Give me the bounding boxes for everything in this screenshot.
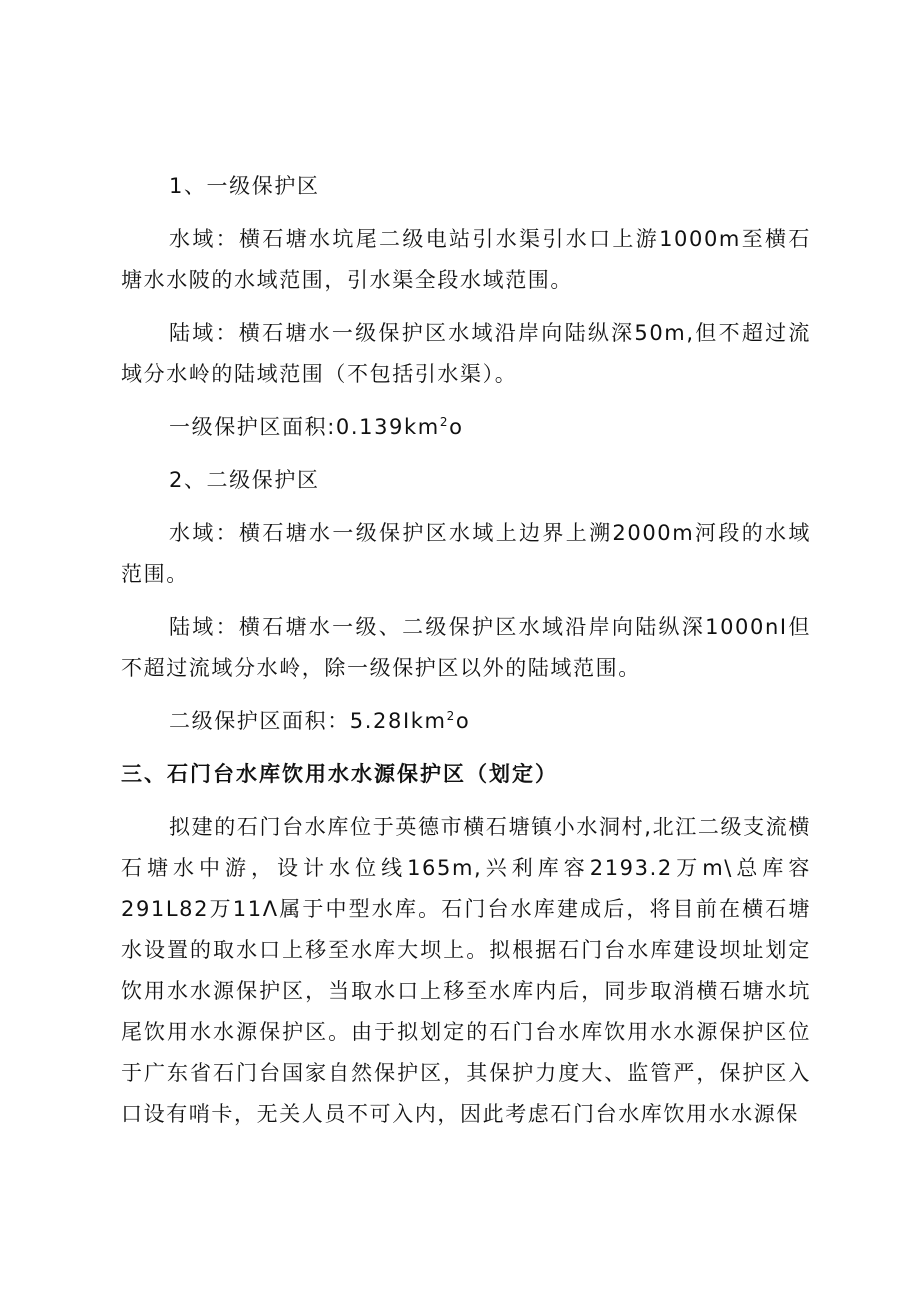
section-three-heading: 三、石门台水库饮用水水源保护区（划定） [121, 762, 558, 786]
first-level-area-total [121, 407, 811, 448]
second-level-area-superscript: 2 [446, 709, 456, 723]
first-level-water-area: 水域：横石塘水坑尾二级电站引水渠引水口上游1000m至横石塘水水陂的水域范围，引水渠全段水域范围。 [121, 227, 811, 292]
document-body [121, 166, 811, 1147]
first-level-area-suffix: o [449, 415, 464, 439]
second-level-area-label: 二级保护区面积：5.28Ikm [169, 709, 447, 733]
first-level-area-superscript: 2 [439, 415, 450, 429]
second-level-water-area: 水域：横石塘水一级保护区水域上边界上溯2000m河段的水域范围。 [121, 521, 811, 586]
second-level-zone-heading: 2、二级保护区 [169, 468, 320, 492]
second-level-area-suffix: o [455, 709, 471, 733]
first-level-area-label: 一级保护区面积:0.139km [169, 415, 440, 439]
first-level-land-area: 陆域：横石塘水一级保护区水域沿岸向陆纵深50m,但不超过流域分水岭的陆域范围（不包括引水渠）。 [121, 321, 811, 386]
second-level-land-area: 陆域：横石塘水一级、二级保护区水域沿岸向陆纵深1000nI但不超过流域分水岭，除一级保护区以外的陆域范围。 [121, 615, 811, 680]
second-level-area-total [121, 701, 811, 742]
section-three-body: 拟建的石门台水库位于英德市横石塘镇小水洞村,北江二级支流横石塘水中游，设计水位线165m,兴利库容2193.2万m\总库容291L82万11Λ属于中型水库。石门台水库建成后，将目前在横石塘水设置的取水口上移至水库大坝上。拟根据石门台水库建设坝址划定饮用水水源保护区，当取水口上移至水库内后，同步取消横石塘水坑尾饮用水水源保护区。由于拟划定的石门台水库饮用水水源保护区位于广东省石门台国家自然保护区，其保护力度大、监管严，保护区入口设有哨卡，无关人员不可入内，因此考虑石门台水库饮用水水源保 [121, 815, 811, 1126]
first-level-zone-heading: 1、一级保护区 [169, 174, 320, 198]
